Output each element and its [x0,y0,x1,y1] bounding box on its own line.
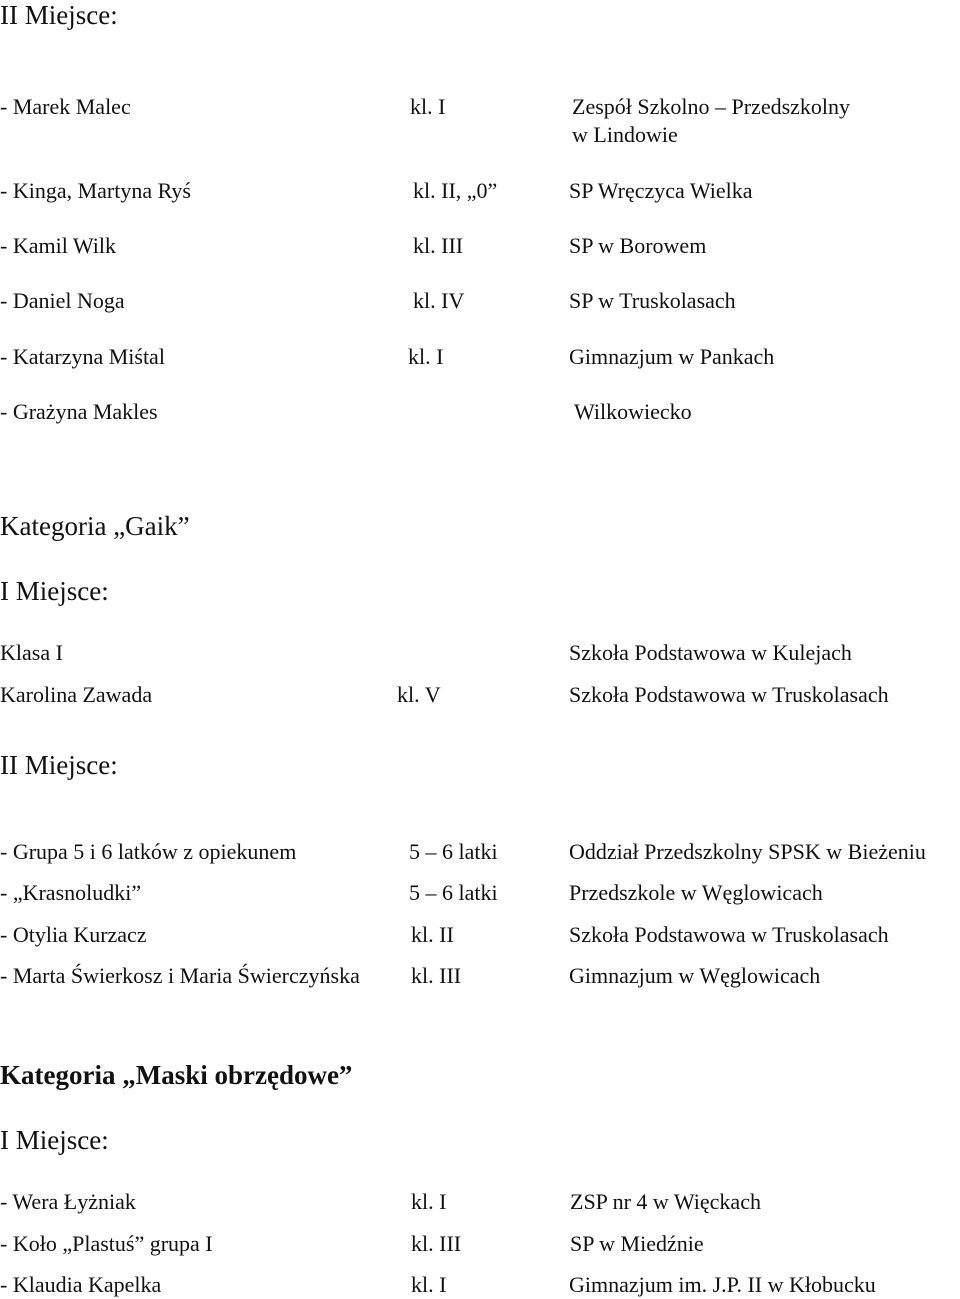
entry-name: - Otylia Kurzacz [0,922,147,947]
entry-class: kl. I [411,1272,447,1297]
section-heading: II Miejsce: [0,750,118,780]
entry-name: - Klaudia Kapelka [0,1272,162,1297]
entry-name: - Marek Malec [0,94,131,119]
entry-school: SP w Truskolasach [569,288,736,313]
entry-class: kl. IV [413,288,465,313]
entry-name: - Grupa 5 i 6 latków z opiekunem [0,839,297,864]
entry-name: - Katarzyna Miśtal [0,344,165,369]
entry-school: Przedszkole w Węglowicach [569,880,823,905]
entry-class: kl. I [410,94,446,119]
entry-class: 5 – 6 latki [409,839,498,864]
entry-school: Zespół Szkolno – Przedszkolny [572,94,851,119]
entry-school-line2: w Lindowie [572,122,678,147]
entry-name: - „Krasnoludki” [0,880,142,905]
entry-school: Gimnazjum w Węglowicach [569,963,821,988]
category-title: Kategoria „Gaik” [0,511,190,541]
entry-class: kl. I [408,344,444,369]
section-heading: II Miejsce: [0,0,118,30]
entry-school: ZSP nr 4 w Więckach [570,1189,761,1214]
entry-name: - Kamil Wilk [0,233,117,258]
entry-class: kl. III [411,1231,462,1256]
entry-school: Szkoła Podstawowa w Truskolasach [569,922,889,947]
entry-school: Szkoła Podstawowa w Truskolasach [569,682,889,707]
entry-name: - Kinga, Martyna Ryś [0,178,191,203]
entry-school: Gimnazjum w Pankach [569,344,775,369]
entry-school: SP w Miedźnie [570,1231,704,1256]
entry-class: kl. III [411,963,462,988]
entry-name: - Marta Świerkosz i Maria Świerczyńska [0,963,360,988]
entry-class: kl. I [411,1189,447,1214]
entry-name: - Wera Łyżniak [0,1189,136,1214]
entry-class: kl. V [397,682,441,707]
entry-name: Karolina Zawada [0,682,153,707]
entry-school: SP w Borowem [569,233,707,258]
entry-school: Szkoła Podstawowa w Kulejach [569,640,852,665]
entry-class: 5 – 6 latki [409,880,498,905]
category-title: Kategoria „Maski obrzędowe” [0,1060,353,1090]
entry-school: Oddział Przedszkolny SPSK w Bieżeniu [569,839,926,864]
entry-class: kl. III [413,233,464,258]
entry-name: - Grażyna Makles [0,399,158,424]
section-heading: I Miejsce: [0,1125,109,1155]
entry-name: Klasa I [0,640,63,665]
entry-class: kl. II, „0” [413,178,498,203]
entry-name: - Koło „Plastuś” grupa I [0,1231,213,1256]
entry-school: Wilkowiecko [574,399,692,424]
section-heading: I Miejsce: [0,576,109,606]
entry-class: kl. II [411,922,454,947]
entry-school: Gimnazjum im. J.P. II w Kłobucku [569,1272,876,1297]
entry-school: SP Wręczyca Wielka [569,178,753,203]
entry-name: - Daniel Noga [0,288,125,313]
